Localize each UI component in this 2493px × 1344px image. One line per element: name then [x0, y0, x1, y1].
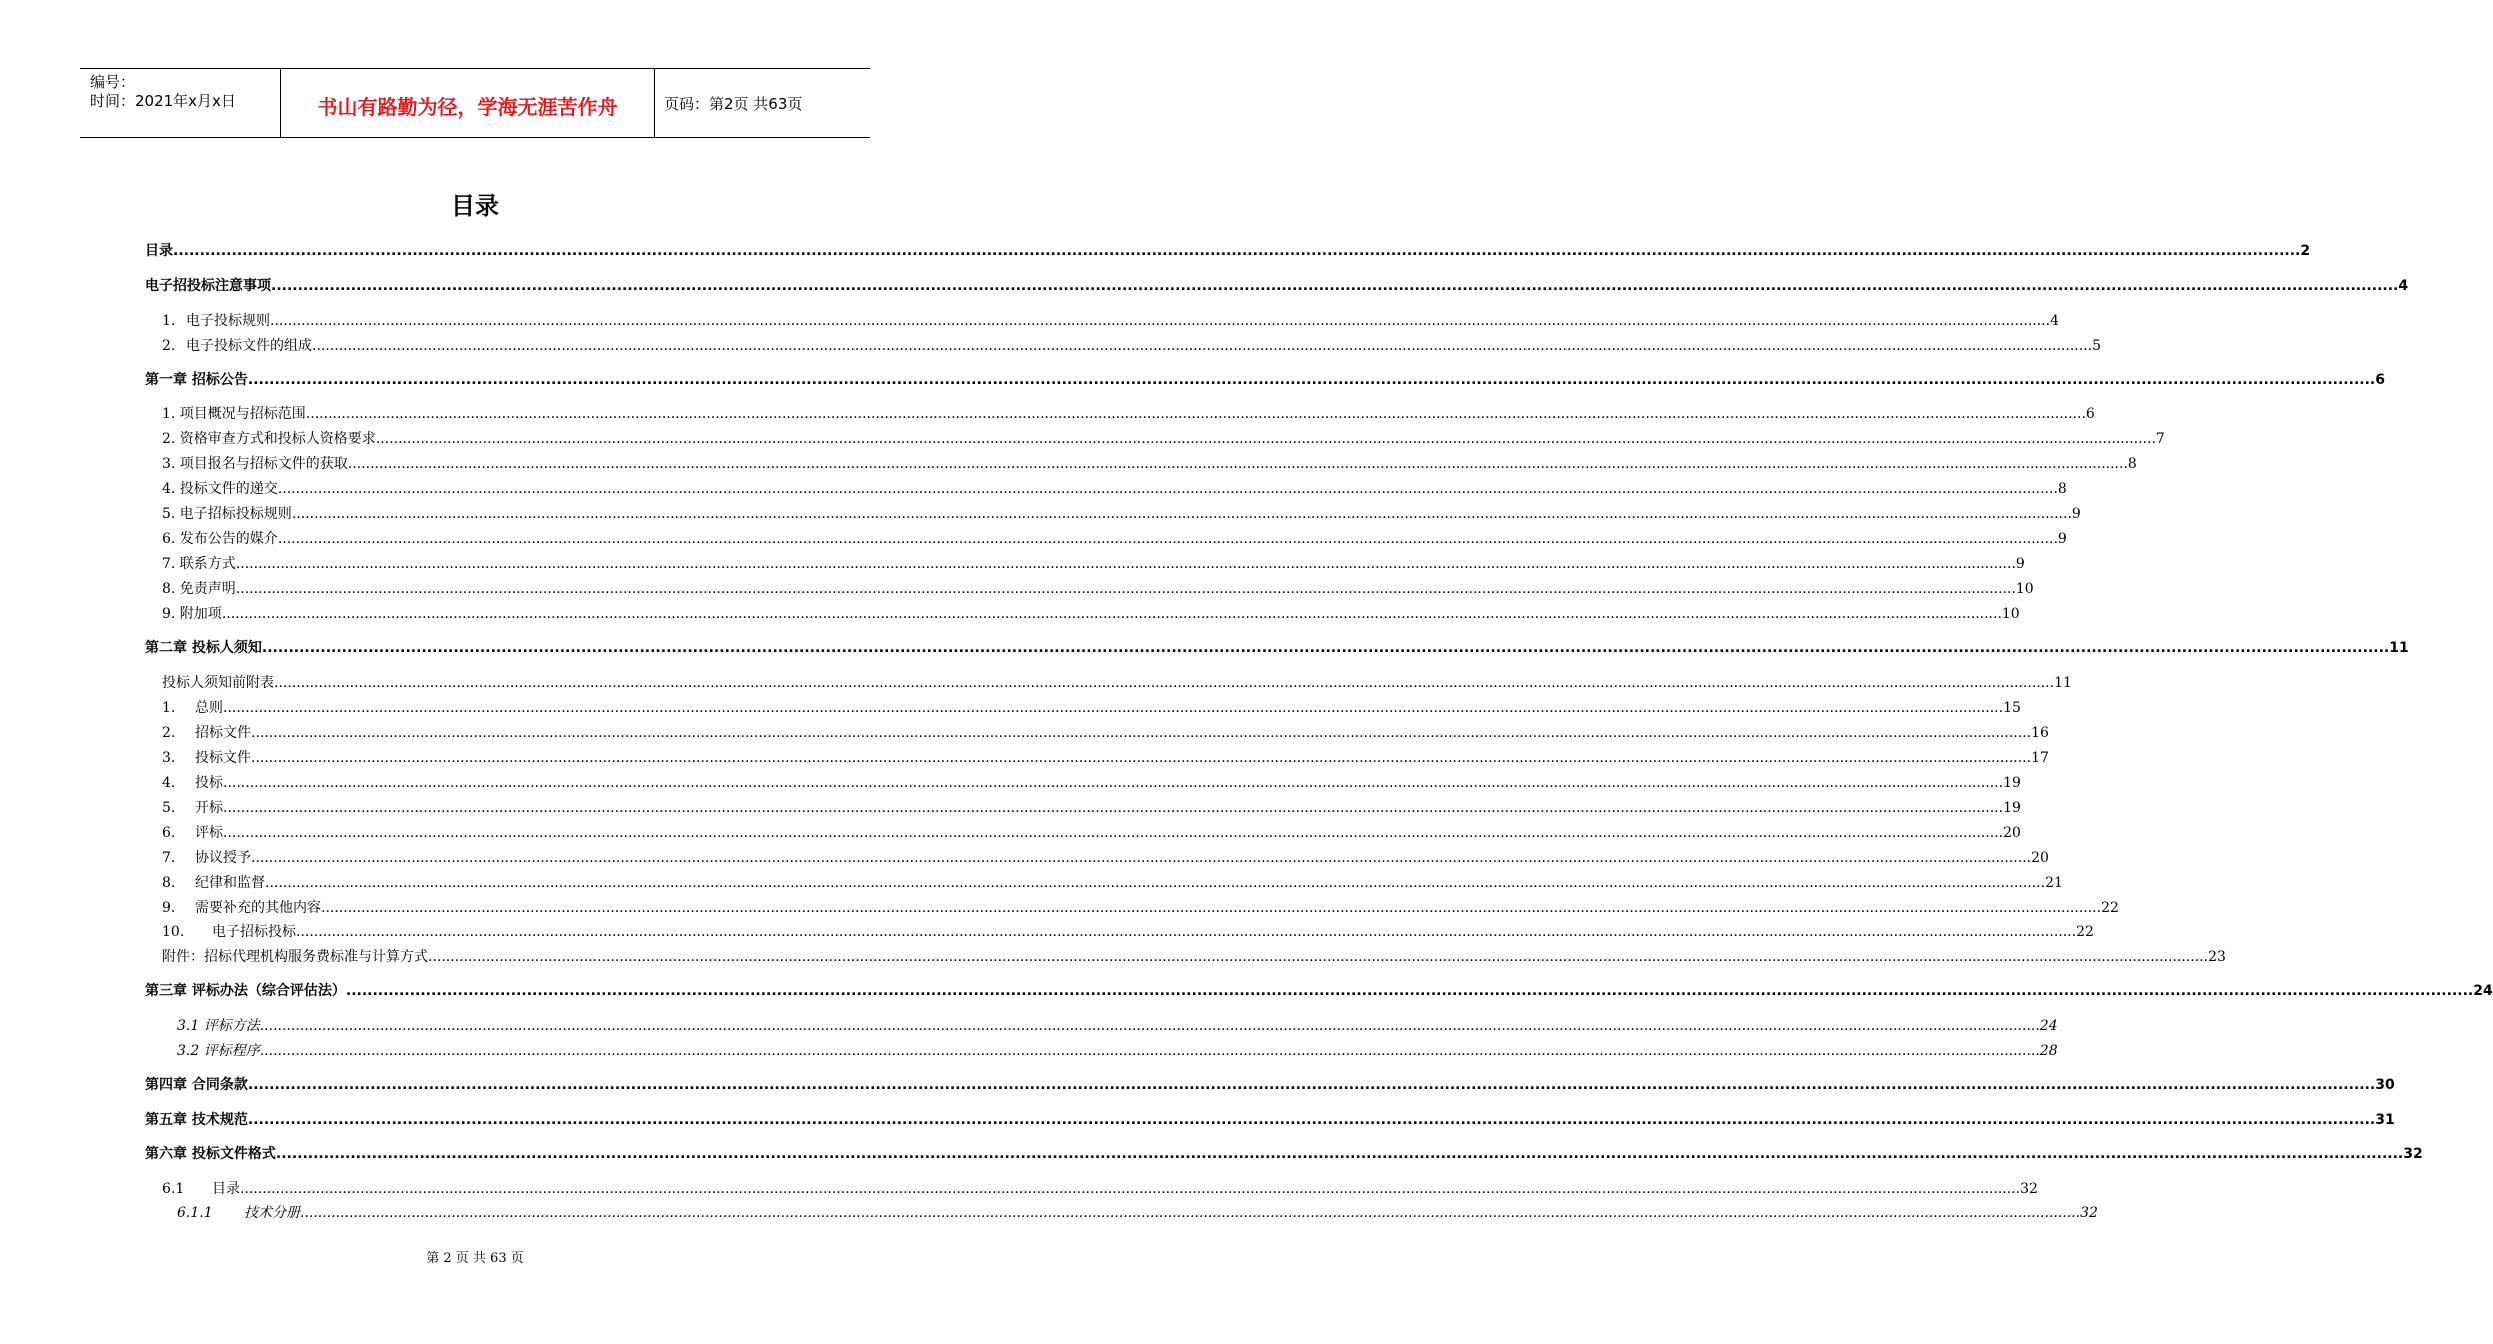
toc-entry-page: 32 [2020, 1181, 2038, 1197]
toc-leader-dots: ................................................................................................................................................................................................................................................................................................................................................................................................................ [312, 338, 2093, 354]
toc-entry-page: 4 [2398, 278, 2409, 294]
toc-entry-label [162, 605, 222, 623]
toc-leader-dots: ................................................................................................................................................................................................................................................................................................................................................................................................................ [305, 406, 2086, 422]
toc-leader-dots: ................................................................................................................................................................................................................................................................................................................................................................................................................ [235, 581, 2016, 597]
toc-entry[interactable] [162, 528, 2067, 548]
page-title: 目录 [451, 192, 499, 220]
toc-entry-label [162, 749, 251, 767]
toc-entry-text: 第六章 投标文件格式 [145, 1146, 276, 1162]
toc-entry-page: 22 [2101, 900, 2119, 916]
toc-leader-dots: ................................................................................................................................................................................................................................................................................................................................................................................................................ [235, 556, 2016, 572]
toc-leader-dots: ................................................................................................................................................................................................................................................................................................................................................................................................................ [296, 924, 2077, 940]
toc-entry-text: 5. 电子招标投标规则 [162, 506, 292, 522]
toc-entry-text: 3. 项目报名与招标文件的获取 [162, 456, 348, 472]
toc-entry-number: 1. [162, 700, 176, 716]
toc-entry-text: 第一章 招标公告 [145, 372, 248, 388]
toc-entry[interactable] [162, 335, 2101, 355]
toc-entry-label [162, 724, 251, 742]
toc-entry[interactable] [162, 428, 2165, 448]
toc-entry-label [177, 1204, 300, 1222]
toc-entry-page: 10 [2015, 581, 2034, 597]
toc-entry-page: 16 [2031, 725, 2049, 741]
toc-entry-page: 24 [2473, 983, 2493, 999]
toc-entry-page: 8 [2127, 456, 2137, 472]
toc-entry-text: 技术分册 [244, 1205, 300, 1221]
toc-leader-dots: ................................................................................................................................................................................................................................................................................................................................................................................................................ [261, 640, 2390, 656]
toc-entry-label [162, 480, 278, 498]
toc-entry-page: 8 [2057, 481, 2067, 497]
toc-entry-page: 11 [2389, 640, 2409, 656]
toc-entry[interactable] [162, 1178, 2038, 1198]
toc-entry-number: 2. [162, 725, 176, 741]
toc-entry-text: 7. 联系方式 [162, 556, 236, 572]
toc-entry-label [162, 899, 321, 917]
toc-leader-dots: ................................................................................................................................................................................................................................................................................................................................................................................................................ [300, 1205, 2081, 1221]
toc-entry[interactable] [162, 478, 2067, 498]
toc-entry-number: 3. [162, 750, 176, 766]
toc-entry[interactable] [162, 872, 2063, 892]
toc-entry-page: 9 [2057, 531, 2067, 547]
toc-entry-label [145, 1145, 276, 1163]
toc-entry-text: 3.1 评标方法 [177, 1018, 260, 1034]
toc-entry-number: 2. [162, 338, 176, 354]
toc-leader-dots: ................................................................................................................................................................................................................................................................................................................................................................................................................ [251, 850, 2032, 866]
toc-entry-page: 31 [2375, 1112, 2395, 1128]
toc-entry-text: 8. 免责声明 [162, 581, 236, 597]
toc-entry-page: 24 [2039, 1018, 2058, 1034]
toc-entry-label [162, 430, 376, 448]
toc-entry-label [162, 799, 223, 817]
toc-entry[interactable] [162, 672, 2072, 692]
toc-entry-number: 1. [162, 313, 176, 329]
toc-entry-text: 4. 投标文件的递交 [162, 481, 278, 497]
toc-leader-dots: ................................................................................................................................................................................................................................................................................................................................................................................................................ [291, 506, 2072, 522]
toc-entry-number: 6.1 [162, 1181, 185, 1197]
toc-entry-text: 协议授予 [195, 850, 251, 866]
toc-leader-dots: ................................................................................................................................................................................................................................................................................................................................................................................................................ [247, 1112, 2376, 1128]
toc-entry-page: 30 [2375, 1077, 2395, 1093]
toc-entry-page: 17 [2031, 750, 2049, 766]
toc-entry[interactable] [162, 921, 2094, 941]
toc-entry-text: 纪律和监督 [195, 875, 265, 891]
toc-entry-page: 5 [2092, 338, 2101, 354]
page-footer: 第 2 页 共 63 页 [426, 1251, 524, 1266]
toc-entry-text: 电子招投标注意事项 [145, 278, 271, 294]
toc-entry-text: 9. 附加项 [162, 606, 222, 622]
toc-entry-label [162, 874, 265, 892]
toc-leader-dots: ................................................................................................................................................................................................................................................................................................................................................................................................................ [321, 900, 2102, 916]
toc-entry[interactable] [145, 1109, 2395, 1129]
toc-entry[interactable] [162, 797, 2021, 817]
toc-entry[interactable] [145, 275, 2409, 295]
toc-entry-text: 电子招标投标 [212, 924, 296, 940]
toc-entry-page: 19 [2003, 775, 2021, 791]
toc-entry-label [162, 923, 296, 941]
toc-leader-dots: ................................................................................................................................................................................................................................................................................................................................................................................................................ [428, 949, 2209, 965]
toc-leader-dots: ................................................................................................................................................................................................................................................................................................................................................................................................................ [265, 875, 2046, 891]
toc-leader-dots: ................................................................................................................................................................................................................................................................................................................................................................................................................ [251, 750, 2032, 766]
toc-entry[interactable] [145, 637, 2409, 657]
toc-entry-page: 11 [2054, 675, 2072, 691]
toc-entry-label [145, 1076, 248, 1094]
toc-entry-number: 5. [162, 800, 176, 816]
toc-entry-text: 第三章 评标办法（综合评估法） [145, 983, 346, 999]
toc-entry-label [162, 337, 312, 355]
toc-entry-number: 4. [162, 775, 176, 791]
toc-entry-text: 开标 [195, 800, 223, 816]
toc-entry[interactable] [177, 1015, 2058, 1035]
toc-leader-dots: ................................................................................................................................................................................................................................................................................................................................................................................................................ [270, 313, 2051, 329]
toc-entry-page: 6 [2085, 406, 2095, 422]
toc-entry[interactable] [145, 240, 2311, 260]
toc-entry[interactable] [145, 1143, 2423, 1163]
toc-entry-text: 投标 [195, 775, 223, 791]
toc-leader-dots: ................................................................................................................................................................................................................................................................................................................................................................................................................ [375, 431, 2156, 447]
toc-entry-text: 3.2 评标程序 [177, 1043, 260, 1059]
toc-entry-number: 6.1.1 [177, 1205, 213, 1221]
toc-entry[interactable] [145, 1074, 2395, 1094]
toc-entry-page: 15 [2003, 700, 2021, 716]
toc-leader-dots: ................................................................................................................................................................................................................................................................................................................................................................................................................ [223, 825, 2004, 841]
toc-entry-page: 20 [2003, 825, 2021, 841]
toc-entry[interactable] [162, 847, 2049, 867]
toc-entry-page: 22 [2076, 924, 2094, 940]
toc-leader-dots: ................................................................................................................................................................................................................................................................................................................................................................................................................ [251, 725, 2032, 741]
toc-entry-text: 需要补充的其他内容 [195, 900, 321, 916]
toc-entry[interactable] [162, 310, 2059, 330]
toc-entry-page: 23 [2208, 949, 2226, 965]
toc-entry[interactable] [162, 553, 2025, 573]
toc-entry[interactable] [145, 980, 2493, 1000]
toc-entry-page: 21 [2045, 875, 2063, 891]
toc-entry-number: 10. [162, 924, 185, 940]
toc-entry-text: 电子投标文件的组成 [186, 338, 312, 354]
toc-leader-dots: ................................................................................................................................................................................................................................................................................................................................................................................................................ [221, 606, 2002, 622]
toc-entry[interactable] [162, 603, 2020, 623]
toc-leader-dots: ................................................................................................................................................................................................................................................................................................................................................................................................................ [247, 372, 2376, 388]
toc-entry[interactable] [162, 453, 2137, 473]
toc-entry-page: 28 [2039, 1043, 2058, 1059]
toc-entry-label [145, 982, 346, 1000]
toc-entry-label [162, 824, 223, 842]
toc-entry-page: 32 [2080, 1205, 2098, 1221]
toc-entry-label [162, 580, 236, 598]
toc-entry-text: 第二章 投标人须知 [145, 640, 262, 656]
toc-entry-label [177, 1017, 260, 1035]
toc-entry-page: 2 [2300, 243, 2311, 259]
toc-entry[interactable] [162, 897, 2119, 917]
motto: 书山有路勤为径，学海无涯苦作舟 [317, 95, 618, 119]
toc-entry-text: 招标文件 [195, 725, 251, 741]
toc-entry-label [145, 277, 271, 295]
toc-entry-label [162, 1180, 240, 1198]
toc-entry-text: 附件：招标代理机构服务费标准与计算方式 [162, 949, 428, 965]
toc-leader-dots: ................................................................................................................................................................................................................................................................................................................................................................................................................ [259, 1043, 2040, 1059]
toc-entry-label [162, 405, 306, 423]
toc-leader-dots: ................................................................................................................................................................................................................................................................................................................................................................................................................ [247, 1077, 2376, 1093]
toc-leader-dots: ................................................................................................................................................................................................................................................................................................................................................................................................................ [240, 1181, 2021, 1197]
toc-entry-label [162, 774, 223, 792]
toc-entry-label [162, 555, 236, 573]
toc-entry-page: 32 [2403, 1146, 2423, 1162]
toc-entry-page: 10 [2001, 606, 2020, 622]
toc-entry[interactable] [162, 946, 2226, 966]
toc-entry-label [162, 530, 278, 548]
toc-leader-dots: ................................................................................................................................................................................................................................................................................................................................................................................................................ [223, 800, 2004, 816]
page-indicator: 页码：第2页 共63页 [664, 95, 803, 113]
code-label: 编号： [90, 73, 136, 91]
toc-leader-dots: ................................................................................................................................................................................................................................................................................................................................................................................................................ [275, 1146, 2404, 1162]
toc-entry[interactable] [162, 503, 2081, 523]
toc-entry-label [145, 1111, 248, 1129]
toc-leader-dots: ................................................................................................................................................................................................................................................................................................................................................................................................................ [345, 983, 2474, 999]
toc-leader-dots: ................................................................................................................................................................................................................................................................................................................................................................................................................ [277, 531, 2058, 547]
toc-entry-number: 9. [162, 900, 176, 916]
toc-entry[interactable] [162, 772, 2021, 792]
toc-entry-label [162, 699, 223, 717]
toc-entry-text: 投标文件 [195, 750, 251, 766]
toc-leader-dots: ................................................................................................................................................................................................................................................................................................................................................................................................................ [347, 456, 2128, 472]
toc-entry-page: 7 [2155, 431, 2165, 447]
toc-entry[interactable] [177, 1040, 2058, 1060]
toc-entry-page: 19 [2003, 800, 2021, 816]
toc-entry-text: 电子投标规则 [186, 313, 270, 329]
toc-entry[interactable] [162, 722, 2049, 742]
toc-entry-number: 8. [162, 875, 176, 891]
toc-entry-text: 目录 [145, 243, 173, 259]
toc-leader-dots: ................................................................................................................................................................................................................................................................................................................................................................................................................ [223, 700, 2004, 716]
toc-entry-text: 投标人须知前附表 [162, 675, 274, 691]
toc-leader-dots: ................................................................................................................................................................................................................................................................................................................................................................................................................ [274, 675, 2055, 691]
time-label: 时间：2021年x月x日 [90, 92, 236, 110]
toc-leader-dots: ................................................................................................................................................................................................................................................................................................................................................................................................................ [259, 1018, 2040, 1034]
toc-leader-dots: ................................................................................................................................................................................................................................................................................................................................................................................................................ [271, 278, 2399, 294]
toc-entry-text: 第四章 合同条款 [145, 1077, 248, 1093]
toc-entry[interactable] [162, 578, 2034, 598]
toc-entry-page: 9 [2015, 556, 2025, 572]
toc-entry-text: 评标 [195, 825, 223, 841]
toc-entry-page: 4 [2050, 313, 2059, 329]
toc-entry[interactable] [145, 369, 2385, 389]
toc-entry-label [145, 639, 262, 657]
toc-entry-number: 7. [162, 850, 176, 866]
toc-entry-text: 总则 [195, 700, 223, 716]
toc-entry-text: 目录 [212, 1181, 240, 1197]
toc-entry-text: 1. 项目概况与招标范围 [162, 406, 306, 422]
toc-entry-number: 6. [162, 825, 176, 841]
toc-entry[interactable] [162, 822, 2021, 842]
toc-entry-text: 第五章 技术规范 [145, 1112, 248, 1128]
toc-entry-label [162, 505, 292, 523]
toc-entry-page: 9 [2071, 506, 2081, 522]
toc-entry[interactable] [162, 403, 2095, 423]
toc-entry-label [162, 849, 251, 867]
toc-entry-page: 6 [2375, 372, 2385, 388]
toc-entry[interactable] [162, 697, 2021, 717]
toc-entry-text: 2. 资格审查方式和投标人资格要求 [162, 431, 376, 447]
toc-entry-label [145, 242, 173, 260]
toc-entry-label [145, 371, 248, 389]
toc-leader-dots: ................................................................................................................................................................................................................................................................................................................................................................................................................ [223, 775, 2004, 791]
toc-leader-dots: ................................................................................................................................................................................................................................................................................................................................................................................................................ [277, 481, 2058, 497]
toc-entry-label [162, 455, 348, 473]
toc-entry-label [177, 1042, 260, 1060]
toc-entry-page: 20 [2031, 850, 2049, 866]
toc-leader-dots: ................................................................................................................................................................................................................................................................................................................................................................................................................ [173, 243, 2301, 259]
toc-entry[interactable] [162, 747, 2049, 767]
toc-entry-label [162, 312, 270, 330]
toc-entry-label [162, 948, 428, 966]
toc-entry-text: 6. 发布公告的媒介 [162, 531, 278, 547]
toc-entry-label [162, 674, 274, 692]
toc-entry[interactable] [177, 1202, 2098, 1222]
